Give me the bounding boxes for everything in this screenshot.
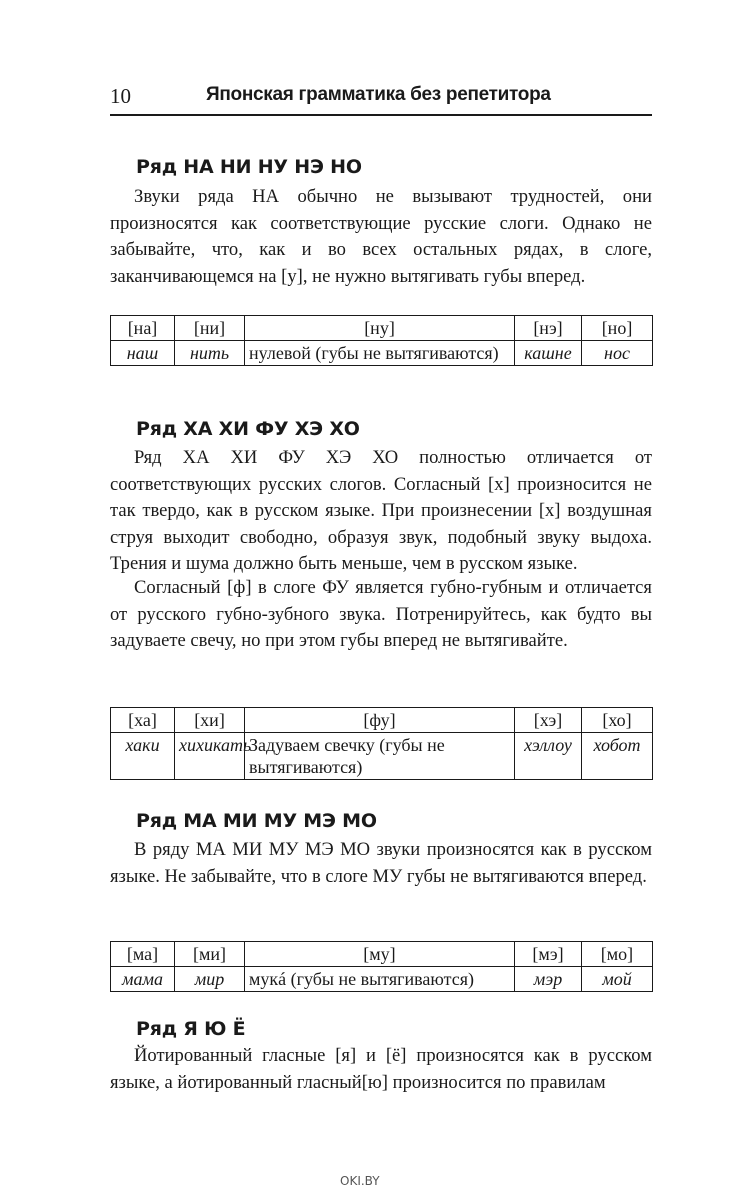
example-word: нос [582, 341, 653, 366]
table-header-cell: [нэ] [515, 316, 582, 341]
example-word: хихикать [175, 733, 245, 780]
table-header-cell: [ха] [111, 708, 175, 733]
table-header-cell: [ми] [175, 942, 245, 967]
paragraph: Йотированный гласные [я] и [ё] произносятся как в русском языке, а йотированный гласный[ю] произносится по правилам [110, 1045, 652, 1093]
table-header-cell: [мэ] [515, 942, 582, 967]
table-header-cell: [мо] [582, 942, 653, 967]
table-row [111, 341, 653, 366]
table-header-cell: [ну] [245, 316, 515, 341]
example-word: нить [175, 341, 245, 366]
example-word: хобот [582, 733, 653, 780]
example-word: хаки [111, 733, 175, 780]
syllable-table-ma [110, 941, 653, 992]
table-header-row [111, 316, 653, 341]
example-description: мукá (губы не вытягиваются) [245, 967, 515, 992]
section-heading-ha: Ряд ХА ХИ ФУ ХЭ ХО [136, 418, 360, 440]
example-word: наш [111, 341, 175, 366]
paragraph: Ряд ХА ХИ ФУ ХЭ ХО полностью отличается от соответствующих русских слогов. Согласный [х] произносится не так твердо, как в русском языке. При произнесении [х] воздушная струя выходит свободно, образуя звук, подобный звуку выдоха. Трения и шума должно быть меньше, чем в русском языке. [110, 447, 652, 574]
table-header-cell: [хи] [175, 708, 245, 733]
table-header-cell: [фу] [245, 708, 515, 733]
table-header-row [111, 942, 653, 967]
table-header-cell: [ни] [175, 316, 245, 341]
paragraph: Звуки ряда НА обычно не вызывают трудностей, они произносятся как соответствующие русские слоги. Однако не забывайте, что, как и во всех остальных рядах, в слоге, заканчивающемся на [у], не нужно вытягивать губы вперед. [110, 186, 652, 287]
table-row [111, 733, 653, 780]
example-word: мама [111, 967, 175, 992]
table-header-cell: [на] [111, 316, 175, 341]
syllable-table-na [110, 315, 653, 366]
table-header-row [111, 708, 653, 733]
example-word: мой [582, 967, 653, 992]
table-header-cell: [ма] [111, 942, 175, 967]
table-header-cell: [хэ] [515, 708, 582, 733]
table-row [111, 967, 653, 992]
paragraph: Согласный [ф] в слоге ФУ является губно-губным и отличается от русского губно-зубного звука. Потренируйтесь, как будто вы задуваете свечу, но при этом губы вперед не вытягивайте. [110, 577, 652, 651]
example-word: мэр [515, 967, 582, 992]
watermark: OKI.BY [340, 1174, 380, 1188]
table-header-cell: [му] [245, 942, 515, 967]
section-heading-ma: Ряд МА МИ МУ МЭ МО [136, 810, 377, 832]
example-description: Задуваем свечку (губы не вытягиваются) [245, 733, 515, 780]
section-heading-ya: Ряд Я Ю Ё [136, 1018, 246, 1040]
example-word: хэллоу [515, 733, 582, 780]
example-description: нулевой (губы не вытягиваются) [245, 341, 515, 366]
syllable-table-ha [110, 707, 653, 780]
table-header-cell: [хо] [582, 708, 653, 733]
page-number: 10 [110, 84, 131, 108]
running-title: Японская грамматика без репетитора [206, 84, 551, 105]
page-header [110, 84, 652, 116]
example-word: кашне [515, 341, 582, 366]
paragraph: В ряду МА МИ МУ МЭ МО звуки произносятся как в русском языке. Не забывайте, что в слоге МУ губы не вытягиваются вперед. [110, 839, 652, 887]
table-header-cell: [но] [582, 316, 653, 341]
section-heading-na: Ряд НА НИ НУ НЭ НО [136, 156, 362, 178]
example-word: мир [175, 967, 245, 992]
